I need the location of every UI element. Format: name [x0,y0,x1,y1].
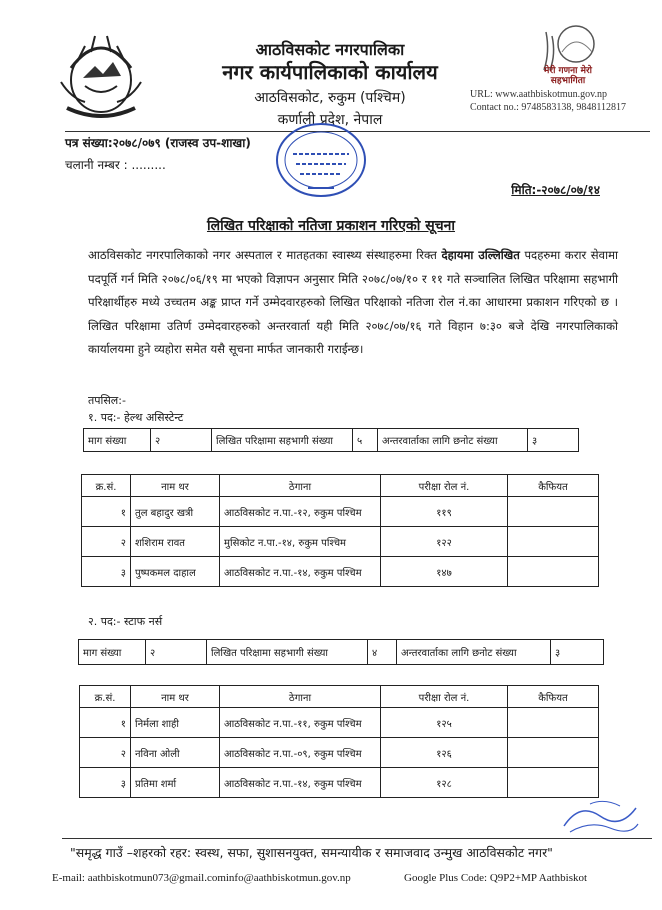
reference-number: पत्र संख्या:२०७८/०७९ (राजस्व उप-शाखा) [65,136,251,150]
cell-sn: २ [80,738,131,768]
notice-body-text-1: आठविसकोट नगरपालिकाको नगर अस्पताल र मातहतका स्वास्थ्य संस्थाहरुमा रिक्त [88,248,442,262]
post-1-summary-table [83,428,579,452]
notice-body-bold: देहायमा उल्लिखित [441,248,520,262]
office-address: आठविसकोट, रुकुम (पश्चिम) [254,90,406,106]
participants-label: लिखित परिक्षामा सहभागी संख्या [212,429,353,452]
col-remarks: कैफियत [508,475,599,497]
cell-sn: १ [80,708,131,738]
notice-title: लिखित परिक्षाको नतिजा प्रकाशन गरिएको सूचना [206,218,456,234]
cell-sn: १ [82,497,131,527]
col-roll: परीक्षा रोल नं. [381,475,508,497]
col-address: ठेगाना [220,475,381,497]
cell-roll: १२६ [381,738,508,768]
footer-email: E-mail: aathbiskotmun073@gmail.cominfo@aathbiskotmun.gov.np [52,872,351,884]
cell-remarks [508,708,599,738]
cell-remarks [508,497,599,527]
notice-body [88,244,618,362]
post-2-summary-table [78,639,604,665]
contact-block [470,88,626,114]
col-remarks: कैफियत [508,686,599,708]
cell-sn: ३ [82,557,131,587]
contact-phone: Contact no.: 9748583138, 9848112817 [470,102,627,113]
cell-roll: १२५ [381,708,508,738]
col-name: नाम थर [131,475,220,497]
participants-label: लिखित परिक्षामा सहभागी संख्या [207,640,368,665]
census-slogan: मेरी गणना मेरो सहभागिता [544,66,592,86]
participants-value: ५ [353,429,378,452]
cell-roll: ११९ [381,497,508,527]
cell-sn: २ [82,527,131,557]
contact-url: URL: www.aathbiskotmun.gov.np [470,89,608,100]
cell-name: पुष्पकमल दाहाल [131,557,220,587]
cell-roll: १४७ [381,557,508,587]
cell-sn: ३ [80,768,131,798]
demand-value: २ [151,429,212,452]
cell-roll: १२२ [381,527,508,557]
selected-value: ३ [551,640,604,665]
table-header-row [80,686,599,708]
office-stamp-icon [268,120,374,206]
table-row [80,738,599,768]
participants-value: ४ [368,640,397,665]
table-row [82,557,599,587]
post-2-heading: २. पद:- स्टाफ नर्स [88,615,163,628]
dispatch-number: चलानी नम्बर : ......... [65,158,166,172]
nepal-emblem-icon [55,28,147,124]
table-row [82,497,599,527]
office-name: नगर कार्यपालिकाको कार्यालय [222,60,438,84]
col-sn: क्र.सं. [82,475,131,497]
footer-rule [62,838,652,839]
cell-address: मुसिकोट न.पा.-१४, रुकुम पश्चिम [220,527,381,557]
post-1-results-table [81,474,599,587]
cell-roll: १२८ [381,768,508,798]
demand-value: २ [146,640,207,665]
post-2-results-table [79,685,599,798]
cell-address: आठविसकोट न.पा.-११, रुकुम पश्चिम [220,708,381,738]
footer-plus-code: Google Plus Code: Q9P2+MP Aathbiskot [404,872,588,884]
notice-date: मिति:-२०७८/०७/१४ [511,183,600,197]
table-row [82,527,599,557]
notice-body-text-2: पदहरुमा करार सेवामा पदपूर्ति गर्न मिति २०७८/०६/१९ मा भएको विज्ञापन अनुसार मिति २०७८/०७/१० र ११ गते सञ्चालित लिखित परिक्षामा सहभागी परिक्षार्थीहरु मध्ये उच्चतम अङ्क प्राप्त गर्ने उम्मेदवारहरुको लिखित परिक्षाको नतिजा रोल नं.का आधारमा प्रकाशन गरिएको छ । लिखित परिक्षामा उतिर्ण उम्मेदवारहरुको अन्तरवार्ता यही मिति २०७८/०७/१६ गते विहान ७:३० बजे देखि नगरपालिकाको कार्यालयमा हुने व्यहोरा समेत यसै सूचना मार्फत जानकारी गराईन्छ। [88,248,619,356]
cell-name: तुल बहादुर खत्री [131,497,220,527]
col-name: नाम थर [131,686,220,708]
selected-label: अन्तरवार्ताका लागि छनोट संख्या [378,429,528,452]
province-name: कर्णाली प्रदेश, नेपाल [277,112,383,128]
selected-value: ३ [528,429,579,452]
col-roll: परीक्षा रोल नं. [381,686,508,708]
cell-remarks [508,557,599,587]
municipality-name: आठविसकोट नगरपालिका [255,40,405,59]
cell-remarks [508,527,599,557]
cell-remarks [508,768,599,798]
cell-address: आठविसकोट न.पा.-१२, रुकुम पश्चिम [220,497,381,527]
demand-label: माग संख्या [84,429,151,452]
cell-address: आठविसकोट न.पा.-१४, रुकुम पश्चिम [220,557,381,587]
col-address: ठेगाना [220,686,381,708]
signature-stamp-icon [560,796,640,838]
demand-label: माग संख्या [79,640,146,665]
table-header-row [82,475,599,497]
cell-name: नविना ओली [131,738,220,768]
table-row [80,768,599,798]
cell-address: आठविसकोट न.पा.-१४, रुकुम पश्चिम [220,768,381,798]
post-1-heading: १. पद:- हेल्थ असिस्टेन्ट [88,411,184,424]
cell-address: आठविसकोट न.पा.-०९, रुकुम पश्चिम [220,738,381,768]
table-row [80,708,599,738]
col-sn: क्र.सं. [80,686,131,708]
cell-name: निर्मला शाही [131,708,220,738]
footer-slogan: "समृद्ध गाउँ –शहरको रहर: स्वस्थ, सफा, सुशासनयुक्त, समन्यायीक र समाजवाद उन्मुख आठविसकोट नगर" [70,845,553,860]
cell-name: शशिराम रावत [131,527,220,557]
cell-remarks [508,738,599,768]
cell-name: प्रतिमा शर्मा [131,768,220,798]
selected-label: अन्तरवार्ताका लागि छनोट संख्या [397,640,551,665]
details-label: तपसिल:- [88,394,126,407]
